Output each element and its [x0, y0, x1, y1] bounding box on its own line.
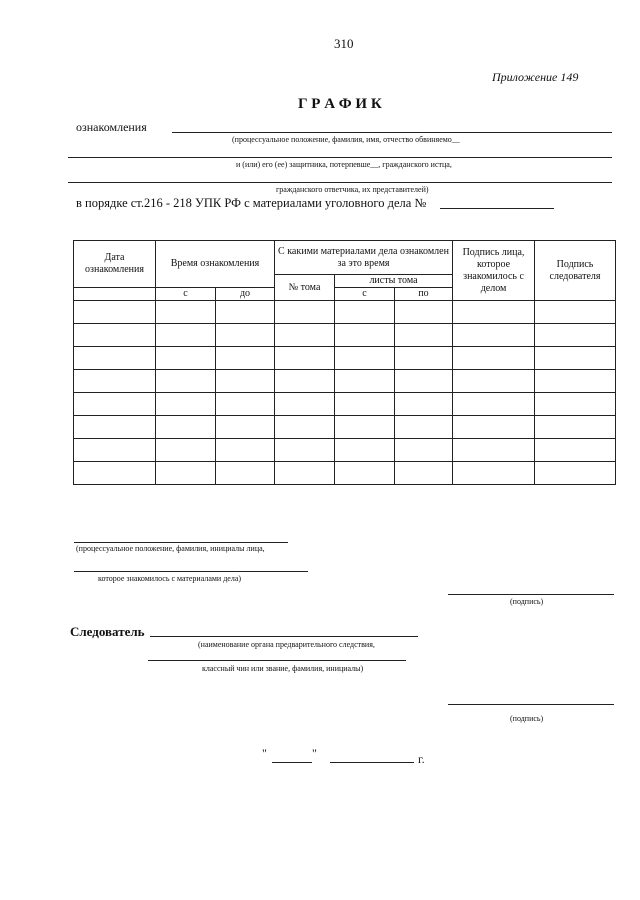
header-sign-person: Подпись лица, которое знакомилось с делом: [453, 241, 535, 301]
table-cell: [216, 347, 275, 370]
table-cell: [535, 301, 616, 324]
table-cell: [275, 439, 335, 462]
signature-hint1: (подпись): [510, 597, 544, 606]
table-cell: [156, 324, 216, 347]
header-sign-investigator: Подпись следователя: [535, 241, 616, 301]
hint-person2: которое знакомилось с материалами дела): [98, 574, 242, 583]
header-time-to: до: [216, 288, 275, 301]
table-cell: [74, 370, 156, 393]
table-cell: [453, 370, 535, 393]
table-cell: [216, 439, 275, 462]
table-cell: [395, 416, 453, 439]
fill-line: [74, 571, 308, 572]
table-cell: [74, 416, 156, 439]
table-cell: [535, 324, 616, 347]
table-cell: [216, 370, 275, 393]
table-cell: [453, 416, 535, 439]
table-cell: [395, 439, 453, 462]
signature-hint2: (подпись): [510, 714, 544, 723]
header-volume: № тома: [275, 275, 335, 301]
table-row: [74, 301, 616, 324]
header-date: Дата ознакомления: [74, 241, 156, 288]
fill-line: [150, 636, 418, 637]
fill-line: [172, 132, 612, 133]
table-cell: [156, 370, 216, 393]
table-cell: [335, 324, 395, 347]
hint-person1: (процессуальное положение, фамилия, инициалы лица,: [76, 544, 265, 553]
table-cell: [74, 393, 156, 416]
header-date-cont: [74, 288, 156, 301]
header-sheets-to: по: [395, 288, 453, 301]
table-cell: [216, 301, 275, 324]
table-cell: [453, 301, 535, 324]
table-cell: [275, 301, 335, 324]
table-cell: [535, 439, 616, 462]
intro-label: ознакомления: [76, 120, 147, 134]
table-cell: [156, 462, 216, 485]
signature-line: [448, 594, 614, 595]
table-cell: [74, 462, 156, 485]
table-cell: [74, 324, 156, 347]
table-row: [74, 393, 616, 416]
table-cell: [335, 439, 395, 462]
table-row: [74, 416, 616, 439]
table-cell: [335, 347, 395, 370]
table-row: [74, 462, 616, 485]
table-cell: [156, 416, 216, 439]
table-cell: [275, 416, 335, 439]
hint-line1: (процессуальное положение, фамилия, имя, отчество обвиняемо__: [232, 135, 460, 144]
table-row: [74, 324, 616, 347]
appendix-label: Приложение 149: [492, 70, 579, 84]
investigator-label: Следователь: [70, 624, 145, 639]
table-cell: [535, 462, 616, 485]
table-cell: [275, 393, 335, 416]
table-cell: [395, 301, 453, 324]
table-cell: [275, 370, 335, 393]
table-cell: [156, 347, 216, 370]
table-cell: [395, 393, 453, 416]
year-suffix: г.: [418, 752, 425, 766]
table-cell: [275, 324, 335, 347]
fill-line: [68, 182, 612, 183]
signature-line: [448, 704, 614, 705]
table-cell: [156, 393, 216, 416]
table-cell: [216, 393, 275, 416]
table-cell: [335, 462, 395, 485]
fill-line: [74, 542, 288, 543]
table-cell: [275, 347, 335, 370]
table-cell: [216, 462, 275, 485]
hint-line3: гражданского ответчика, их представителей): [276, 185, 429, 194]
table-cell: [156, 439, 216, 462]
table-cell: [395, 370, 453, 393]
date-month-line: [330, 762, 414, 763]
fill-line: [68, 157, 612, 158]
table-cell: [453, 324, 535, 347]
hint-line2: и (или) его (ее) защитника, потерпевше__, гражданского истца,: [236, 160, 452, 169]
page-number: 310: [334, 36, 354, 51]
hint-org: (наименование органа предварительного следствия,: [198, 640, 375, 649]
table-cell: [216, 416, 275, 439]
header-time: Время ознакомления: [156, 241, 275, 288]
schedule-table: [73, 240, 616, 485]
table-cell: [535, 347, 616, 370]
table-cell: [535, 393, 616, 416]
table-cell: [395, 324, 453, 347]
case-number-line: [440, 208, 554, 209]
document-title: Г Р А Ф И К: [298, 96, 382, 112]
date-quote-open: ": [262, 746, 267, 760]
date-quote-close: ": [312, 746, 317, 760]
table-cell: [335, 416, 395, 439]
table-row: [74, 347, 616, 370]
header-time-from: с: [156, 288, 216, 301]
table-cell: [74, 439, 156, 462]
table-cell: [395, 462, 453, 485]
table-cell: [453, 462, 535, 485]
table-cell: [535, 370, 616, 393]
basis-text: в порядке ст.216 - 218 УПК РФ с материалами уголовного дела №: [76, 196, 427, 210]
table-cell: [156, 301, 216, 324]
header-sheets-from: с: [335, 288, 395, 301]
table-cell: [216, 324, 275, 347]
table-cell: [275, 462, 335, 485]
table-cell: [335, 370, 395, 393]
header-sheets: листы тома: [335, 275, 453, 288]
header-materials: С какими материалами дела ознакомлен за это время: [275, 241, 453, 275]
table-cell: [453, 439, 535, 462]
table-cell: [335, 393, 395, 416]
fill-line: [148, 660, 406, 661]
table-cell: [535, 416, 616, 439]
table-cell: [395, 347, 453, 370]
table-cell: [453, 347, 535, 370]
table-cell: [74, 347, 156, 370]
table-cell: [74, 301, 156, 324]
table-cell: [453, 393, 535, 416]
table-cell: [335, 301, 395, 324]
table-row: [74, 439, 616, 462]
table-row: [74, 370, 616, 393]
date-day-line: [272, 762, 312, 763]
hint-rank: классный чин или звание, фамилия, инициалы): [202, 664, 364, 673]
